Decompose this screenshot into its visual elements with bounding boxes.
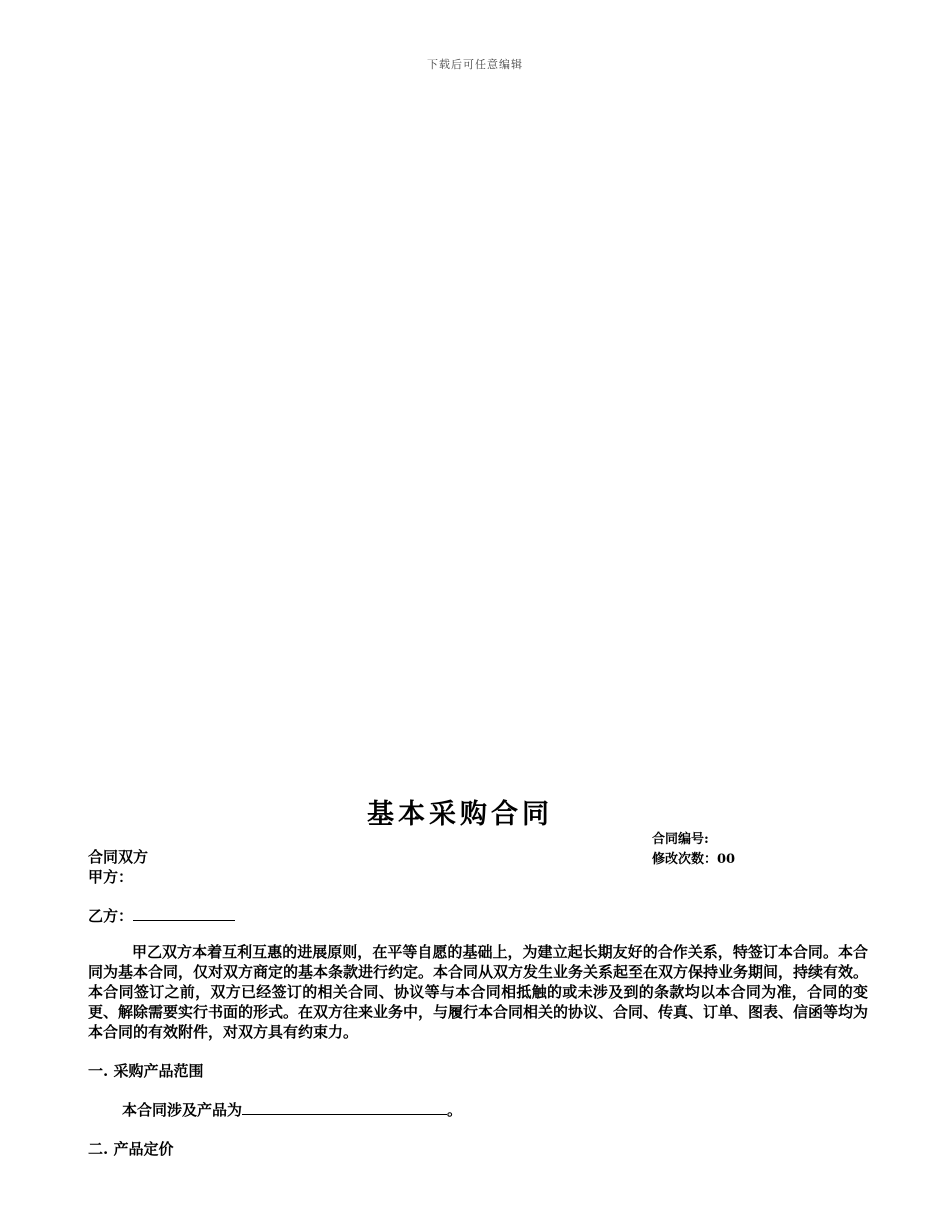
- contract-title: 基本采购合同: [367, 799, 553, 830]
- section-2-heading: 二. 产品定价: [88, 1140, 174, 1158]
- party-a-label: 甲方：: [88, 868, 134, 886]
- header-watermark: 下载后可任意编辑: [427, 58, 523, 71]
- party-b-blank: [133, 905, 235, 921]
- parties-heading: 合同双方: [88, 848, 149, 866]
- party-b-label: 乙方：: [88, 907, 134, 925]
- section-1-heading: 一. 采购产品范围: [88, 1062, 204, 1080]
- revision-count-label: 修改次数：00: [652, 852, 736, 867]
- intro-paragraph: 甲乙双方本着互利互惠的进展原则，在平等自愿的基础上，为建立起长期友好的合作关系，特签订本合同。本合同为基本合同，仅对双方商定的基本条款进行约定。本合同从双方发生业务关系起至在双方保持业务期间，持续有效。本合同签订之前，双方已经签订的相关合同、协议等与本合同相抵触的或未涉及到的条款均以本合同为准，合同的变更、解除需要实行书面的形式。在双方往来业务中，与履行本合同相关的协议、合同、传真、订单、图表、信函等均为本合同的有效附件，对双方具有约束力。: [88, 943, 869, 1041]
- contract-number-label: 合同编号:: [652, 832, 709, 847]
- party-b-row: [88, 905, 235, 926]
- section-1-text: [122, 1099, 462, 1120]
- section-1-text-suffix: 。: [447, 1101, 463, 1119]
- section-1-text-prefix: 本合同涉及产品为: [122, 1101, 243, 1119]
- product-blank: [242, 1099, 447, 1115]
